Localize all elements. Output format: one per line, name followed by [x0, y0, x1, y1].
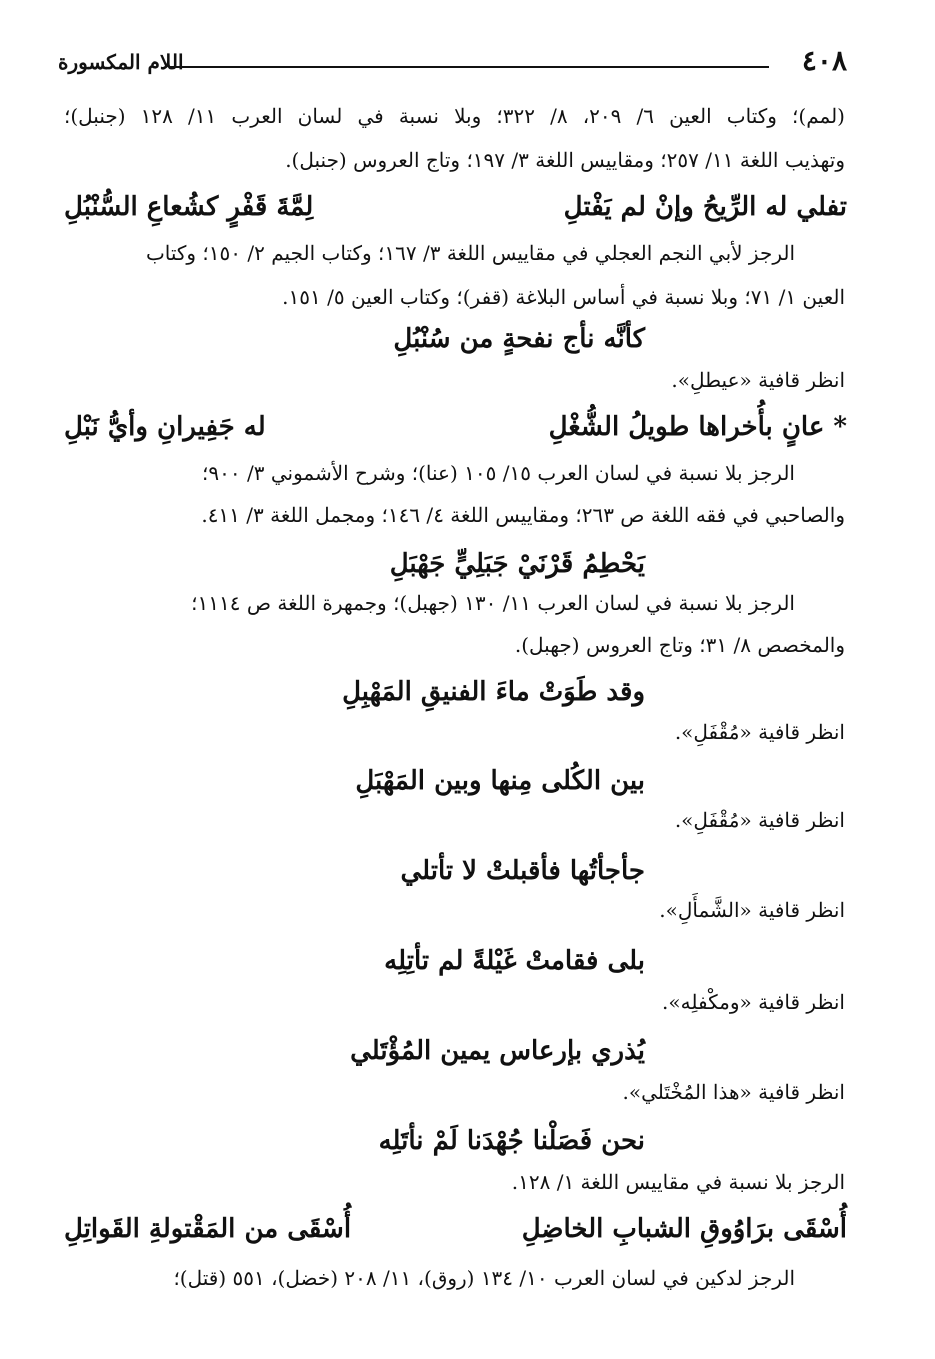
- page-header: [58, 44, 847, 84]
- see-reference: انظر قافية «ومكْفلِه».: [662, 990, 845, 1014]
- verse-couplet: [64, 190, 847, 224]
- citation-line: الرجز بلا نسبة في لسان العرب ١١/ ١٣٠ (جهبل)؛ وجمهرة اللغة ص ١١١٤؛: [191, 591, 795, 615]
- see-reference: انظر قافية «هذا المُخْتَلي».: [622, 1080, 845, 1104]
- verse-hemistich: له جَفِيرانِ وأيُّ نَبْلِ: [64, 412, 266, 442]
- page-number: ٤٠٨: [801, 44, 847, 77]
- see-reference: انظر قافية «الشَّمأَلِ».: [659, 898, 845, 922]
- running-title: اللام المكسورة: [58, 50, 184, 74]
- citation-line: العين ١/ ٧١؛ وبلا نسبة في أساس البلاغة (قفر)؛ وكتاب العين ٥/ ١٥١.: [282, 285, 845, 309]
- verse-hemistich: * عانٍ بأُخراها طويلُ الشُّغْلِ: [548, 412, 847, 442]
- header-rule: [170, 66, 769, 68]
- verse-line: بين الكُلى مِنها وبين المَهْبَلِ: [355, 766, 645, 796]
- see-reference: انظر قافية «عيطلِ».: [671, 368, 845, 392]
- citation-line: (لمم)؛ وكتاب العين ٦/ ٢٠٩، ٨/ ٣٢٢؛ وبلا نسبة في لسان العرب ١١/ ١٢٨ (جنبل)؛: [64, 104, 845, 128]
- verse-hemistich: أُسْقَى برَاوُوقِ الشبابِ الخاضِلِ: [521, 1214, 847, 1244]
- citation-line: الرجز بلا نسبة في لسان العرب ١٥/ ١٠٥ (عنا)؛ وشرح الأشموني ٣/ ٩٠٠؛: [202, 461, 795, 485]
- verse-line: بلى فقامتْ غَيْلةً لم تأتِلِه: [384, 946, 645, 976]
- verse-line: كأنَّه نأج نفحةٍ من سُنْبُلِ: [393, 324, 645, 354]
- citation-line: الرجز لأبي النجم العجلي في مقاييس اللغة ٣/ ١٦٧؛ وكتاب الجيم ٢/ ١٥٠؛ وكتاب: [145, 241, 795, 265]
- citation-line: والصاحبي في فقه اللغة ص ٢٦٣؛ ومقاييس اللغة ٤/ ١٤٦؛ ومجمل اللغة ٣/ ٤١١.: [201, 503, 845, 527]
- verse-line: يَحْطِمُ قَرْنَيْ جَبَلِيٍّ جَهْبَلِ: [389, 549, 645, 579]
- verse-line: يُذري بإرعاس يمين المُؤْتَلي: [350, 1036, 645, 1066]
- citation-line: الرجز بلا نسبة في مقاييس اللغة ١/ ١٢٨.: [511, 1170, 845, 1194]
- citation-line: وتهذيب اللغة ١١/ ٢٥٧؛ ومقاييس اللغة ٣/ ١٩٧؛ وتاج العروس (جنبل).: [285, 148, 845, 172]
- citation-line: الرجز لدكين في لسان العرب ١٠/ ١٣٤ (روق)، ١١/ ٢٠٨ (خضل)، ٥٥١ (قتل)؛: [173, 1266, 795, 1290]
- verse-couplet: [64, 410, 847, 444]
- verse-hemistich: أُسْقَى من المَقْتولةِ القَواتِلِ: [64, 1214, 352, 1244]
- see-reference: انظر قافية «مُقْفَلِ».: [674, 720, 845, 744]
- verse-couplet: [64, 1212, 847, 1246]
- citation-line: والمخصص ٨/ ٣١؛ وتاج العروس (جهبل).: [514, 633, 845, 657]
- verse-hemistich: تفلي له الرِّيحُ وإنْ لم يَفْتلِ: [563, 192, 847, 222]
- verse-hemistich: لِمَّةَ قَفْرٍ كشُعاعِ السُّنْبُلِ: [64, 192, 314, 222]
- see-reference: انظر قافية «مُقْفَلِ».: [674, 808, 845, 832]
- verse-line: جأجأتُها فأقبلتْ لا تأتلي: [400, 856, 645, 886]
- verse-line: نحن فَصَلْنا جُهْدَنا لَمْ نأتَلِه: [378, 1126, 645, 1156]
- verse-line: وقد طَوَتْ ماءَ الفنيقِ المَهْبِلِ: [342, 677, 645, 707]
